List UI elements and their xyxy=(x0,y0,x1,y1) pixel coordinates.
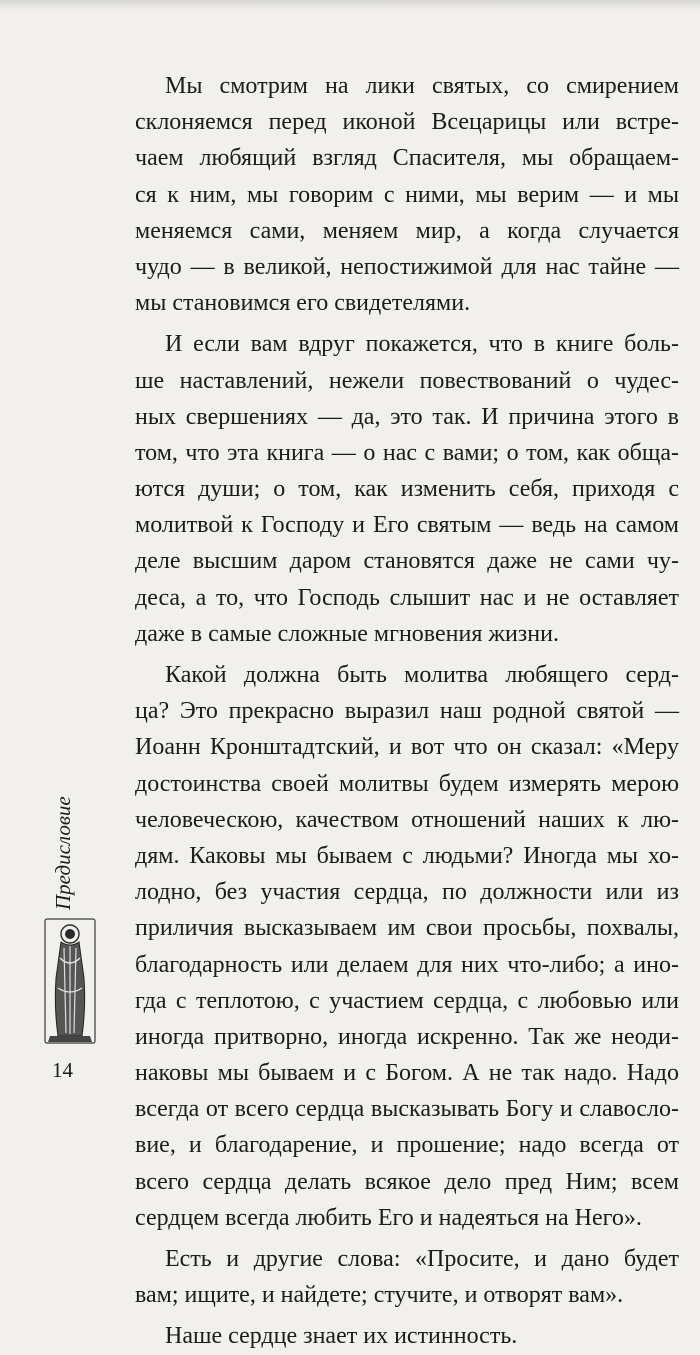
text-line: мы становимся его свидетелями. xyxy=(135,290,471,317)
scan-edge-shadow xyxy=(0,0,700,10)
text-line: человеческою, качеством отношений наших к лю- xyxy=(135,806,679,833)
text-line: Иоанн Кронштадтский, и вот что он сказал: «Меру xyxy=(135,734,679,761)
paragraph xyxy=(135,68,679,321)
text-line: ных свершениях — да, это так. И причина этого в xyxy=(135,403,679,430)
text-line: чудо — в великой, непостижимой для нас тайне — xyxy=(135,253,679,280)
paragraph xyxy=(135,1241,679,1313)
text-line: Какой должна быть молитва любящего серд- xyxy=(165,662,679,688)
text-line: приличия высказываем им свои просьбы, похвалы, xyxy=(135,915,679,942)
paragraph xyxy=(135,1318,679,1354)
text-line: Есть и другие слова: «Просите, и дано будет xyxy=(165,1246,679,1272)
text-line: сердцем всегда любить Его и надеяться на Него». xyxy=(135,1204,642,1231)
text-line: даже в самые сложные мгновения жизни. xyxy=(135,620,559,647)
text-line: ше наставлений, нежели повествований о чудес- xyxy=(135,367,679,394)
text-line: дям. Каковы мы бываем с людьми? Иногда мы хо- xyxy=(135,842,679,869)
text-line: вие, и благодарение, и прошение; надо всегда от xyxy=(135,1132,679,1159)
page-number: 14 xyxy=(52,1058,73,1082)
text-line: лодно, без участия сердца, по должности или из xyxy=(135,879,679,906)
text-line: чаем любящий взгляд Спасителя, мы обращаем- xyxy=(135,145,679,172)
text-line: всего сердца делать всякое дело пред Ним; всем xyxy=(135,1168,679,1195)
text-line: достоинства своей молитвы будем измерять мерою xyxy=(135,770,679,797)
text-line: Мы смотрим на лики святых, со смирением xyxy=(165,73,679,99)
text-line: наковы мы бываем и с Богом. А не так надо. Надо xyxy=(135,1060,679,1087)
section-running-head: Предисловие xyxy=(51,796,75,910)
text-line: всегда от всего сердца высказывать Богу и славосло- xyxy=(135,1096,679,1123)
saint-figure-illustration xyxy=(44,918,96,1044)
text-line: том, что эта книга — о нас с вами; о том, как обща- xyxy=(135,439,679,466)
text-line: ются души; о том, как изменить себя, приходя с xyxy=(135,476,679,503)
text-line: иногда притворно, иногда искренно. Так же неоди- xyxy=(135,1023,679,1050)
text-line: вам; ищите, и найдете; стучите, и отворят вам». xyxy=(135,1282,624,1309)
paragraph xyxy=(135,326,679,652)
page-body-text xyxy=(135,68,679,1355)
text-line: деса, а то, что Господь слышит нас и не оставляет xyxy=(135,584,679,611)
paragraph xyxy=(135,657,679,1236)
text-line: ца? Это прекрасно выразил наш родной святой — xyxy=(135,698,679,725)
text-line: благодарность или делаем для них что-либо; а ино- xyxy=(135,951,679,978)
text-line: молитвой к Господу и Его святым — ведь на самом xyxy=(135,512,679,539)
text-line: ся к ним, мы говорим с ними, мы верим — и мы xyxy=(135,181,679,208)
text-line: деле высшим даром становятся даже не сами чу- xyxy=(135,548,679,575)
saint-icon xyxy=(44,918,96,1044)
text-line: гда с теплотою, с участием сердца, с любовью или xyxy=(135,987,679,1014)
text-line: меняемся сами, меняем мир, а когда случается xyxy=(135,217,679,244)
text-line: склоняемся перед иконой Всецарицы или встре- xyxy=(135,109,679,136)
text-line: И если вам вдруг покажется, что в книге боль- xyxy=(165,331,679,358)
text-line: Наше сердце знает их истинность. xyxy=(165,1323,518,1350)
